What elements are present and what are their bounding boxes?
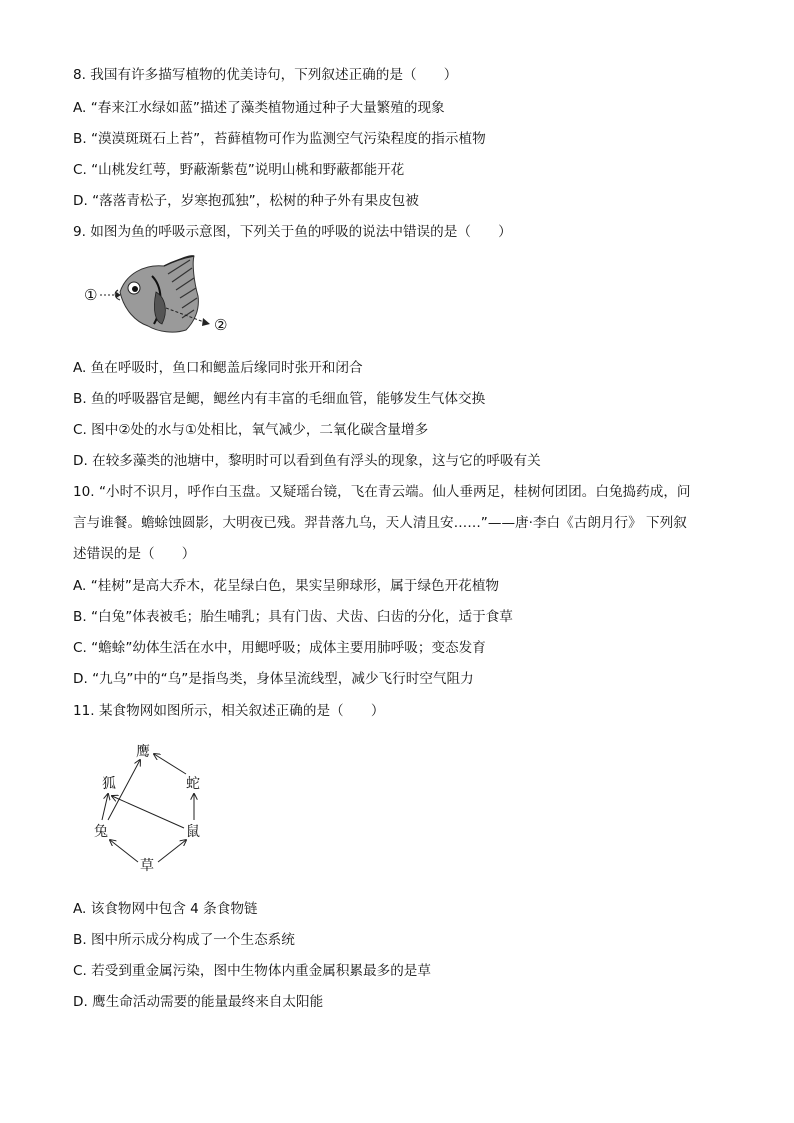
arrow-grass-rabbit [110, 840, 138, 862]
node-grass: 草 [140, 858, 154, 874]
question-11-option-a: A. 该食物网中包含 4 条食物链 [73, 901, 258, 917]
food-web-figure [88, 736, 218, 876]
label-water-out: ② [214, 316, 228, 334]
arrow-rabbit-fox [102, 794, 108, 820]
node-snake: 蛇 [186, 776, 200, 792]
arrow-mouse-fox [112, 796, 184, 828]
question-10-option-c: C. “蟾蜍”幼体生活在水中，用鳃呼吸；成体主要用肺呼吸；变态发育 [73, 640, 486, 656]
node-fox: 狐 [102, 776, 116, 792]
node-mouse: 鼠 [186, 824, 200, 840]
question-11-option-d: D. 鹰生命活动需要的能量最终来自太阳能 [73, 994, 324, 1010]
label-water-in: ① [84, 286, 98, 304]
question-8-option-c: C. “山桃发红萼，野蔽渐紫苞”说明山桃和野蔽都能开花 [73, 162, 405, 178]
question-8-option-a: A. “春来江水绿如蓝”描述了藻类植物通过种子大量繁殖的现象 [73, 100, 445, 116]
question-8-option-b: B. “漠漠斑斑石上苔”，苔藓植物可作为监测空气污染程度的指示植物 [73, 131, 486, 147]
fish-respiration-figure [82, 252, 242, 340]
question-11-stem: 11. 某食物网如图所示，相关叙述正确的是（ ） [73, 703, 385, 719]
arrow-snake-hawk [154, 754, 186, 774]
arrow-grass-mouse [158, 840, 186, 862]
question-10-stem-line-3: 述错误的是（ ） [73, 546, 196, 562]
question-10-option-b: B. “白兔”体表被毛；胎生哺乳；具有门齿、犬齿、臼齿的分化，适于食草 [73, 609, 513, 625]
question-9-stem: 9. 如图为鱼的呼吸示意图，下列关于鱼的呼吸的说法中错误的是（ ） [73, 224, 512, 240]
question-11-option-c: C. 若受到重金属污染，图中生物体内重金属积累最多的是草 [73, 963, 431, 979]
question-9-option-a: A. 鱼在呼吸时，鱼口和鳃盖后缘同时张开和闭合 [73, 360, 363, 376]
question-10-stem-line-2: 言与谁餐。蟾蜍蚀圆影，大明夜已残。羿昔落九乌，天人清且安……”——唐·李白《古朗月行》 下列叙 [73, 515, 687, 531]
question-9-option-b: B. 鱼的呼吸器官是鳃，鳃丝内有丰富的毛细血管，能够发生气体交换 [73, 391, 486, 407]
question-8-option-d: D. “落落青松子，岁寒抱孤独”，松树的种子外有果皮包被 [73, 193, 419, 209]
question-8-stem: 8. 我国有许多描写植物的优美诗句，下列叙述正确的是（ ） [73, 67, 458, 83]
node-rabbit: 兔 [94, 824, 108, 840]
node-hawk: 鹰 [136, 744, 150, 760]
question-9-option-d: D. 在较多藻类的池塘中，黎明时可以看到鱼有浮头的现象，这与它的呼吸有关 [73, 453, 541, 469]
question-10-option-d: D. “九乌”中的“乌”是指鸟类，身体呈流线型，减少飞行时空气阻力 [73, 671, 474, 687]
question-9-option-c: C. 图中②处的水与①处相比，氧气减少，二氧化碳含量增多 [73, 422, 429, 438]
question-10-option-a: A. “桂树”是高大乔木，花呈绿白色，果实呈卵球形，属于绿色开花植物 [73, 578, 500, 594]
question-10-stem-line-1: 10. “小时不识月，呼作白玉盘。又疑瑶台镜，飞在青云端。仙人垂两足，桂树何团团。白兔捣药成，问 [73, 484, 691, 500]
question-11-option-b: B. 图中所示成分构成了一个生态系统 [73, 932, 295, 948]
